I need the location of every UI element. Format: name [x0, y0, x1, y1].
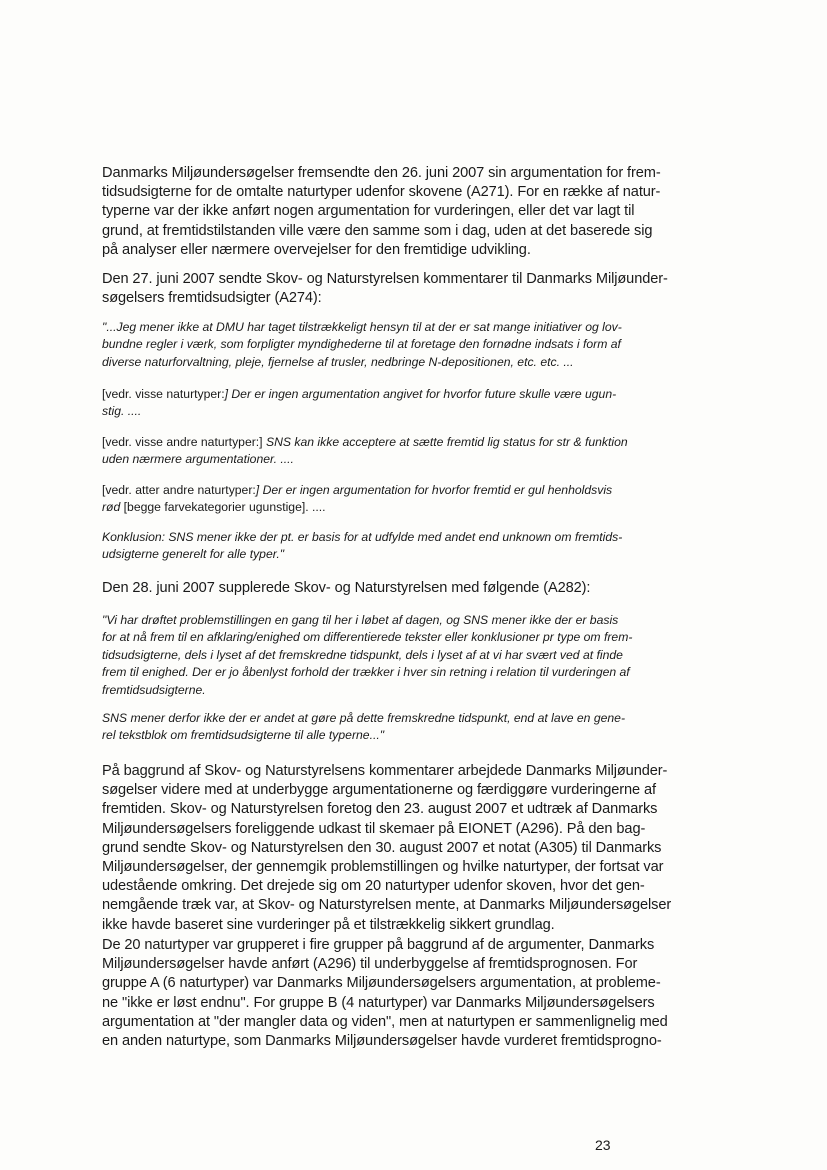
- quote-line: [102, 434, 702, 451]
- quote-line: bundne regler i værk, som forpligter myndighederne til at foretage den fornødne indsats i form af: [102, 337, 621, 352]
- quote-line: for at nå frem til en afklaring/enighed om differentierede tekster eller konklusioner pr type om frem-: [102, 630, 633, 645]
- quote-line: stig. ....: [102, 404, 142, 419]
- quote-1: [102, 319, 702, 371]
- text-line: søgelsers fremtidsudsigter (A274):: [102, 290, 322, 307]
- quote-line: Konklusion: SNS mener ikke der pt. er basis for at udfylde med andet end unknown om fremtids-: [102, 530, 623, 544]
- text-line: fremtiden. Skov- og Naturstyrelsen foretog den 23. august 2007 et udtræk af Danmarks: [102, 801, 658, 818]
- paragraph-5: [102, 936, 702, 1051]
- text-line: på analyser eller nærmere overvejelser for den fremtidige udvikling.: [102, 241, 531, 258]
- quote-2: [102, 386, 702, 421]
- text-line: ne "ikke er løst endnu". For gruppe B (4 naturtyper) var Danmarks Miljøundersøgelsers: [102, 994, 655, 1011]
- text-line: Den 28. juni 2007 supplerede Skov- og Naturstyrelsen med følgende (A282):: [102, 580, 591, 596]
- page-number: 23: [595, 1137, 611, 1153]
- text-line: De 20 naturtyper var grupperet i fire grupper på baggrund af de argumenter, Danmarks: [102, 937, 655, 953]
- quote-5: [102, 529, 702, 564]
- quote-text: rød: [102, 500, 121, 515]
- quote-text: SNS kan ikke acceptere at sætte fremtid lig status for str & funktion: [262, 435, 628, 449]
- quote-line: "Vi har drøftet problemstillingen en gang til her i løbet af dagen, og SNS mener ikke der er basis: [102, 613, 619, 627]
- text-line: typerne var der ikke anført nogen argumentation for vurderingen, eller det var lagt til: [102, 203, 635, 220]
- quote-4: [102, 482, 702, 517]
- quote-line: "...Jeg mener ikke at DMU har taget tilstrækkeligt hensyn til at der er sat mange initiativer og lov-: [102, 320, 622, 334]
- quote-line: [102, 386, 702, 403]
- text-line: argumentation at "der mangler data og viden", men at naturtypen er sammenlignelig med: [102, 1013, 668, 1030]
- quote-3: [102, 434, 702, 469]
- quote-line: uden nærmere argumentationer. ....: [102, 452, 294, 467]
- quote-line: udsigterne generelt for alle typer.": [102, 547, 285, 562]
- text-line: tidsudsigterne for de omtalte naturtyper udenfor skovene (A271). For en række af natur-: [102, 184, 661, 201]
- quote-line: [102, 482, 702, 499]
- text-line: søgelser videre med at underbygge argumentationerne og færdiggøre vurderingerne af: [102, 782, 656, 799]
- paragraph-4: [102, 762, 702, 935]
- quote-7: [102, 710, 702, 745]
- quote-line: fremtidsudsigterne.: [102, 682, 206, 697]
- quote-line: rel tekstblok om fremtidsudsigterne til alle typerne...": [102, 728, 385, 743]
- paragraph-3: [102, 579, 702, 598]
- text-line: Miljøundersøgelser, der gennemgik problemstillingen og hvilke naturtyper, der fortsat var: [102, 859, 664, 876]
- text-line: nemgående træk var, at Skov- og Naturstyrelsen mente, at Danmarks Miljøundersøgelser: [102, 897, 672, 914]
- quote-6: [102, 612, 702, 699]
- quote-line: tidsudsigterne, dels i lyset af det fremskredne tidspunkt, dels i lyset af at vi har svært ved at finde: [102, 647, 623, 662]
- text-line: Den 27. juni 2007 sendte Skov- og Naturstyrelsen kommentarer til Danmarks Miljøunder-: [102, 271, 668, 287]
- text-line: Miljøundersøgelsers foreliggende udkast til skemaer på EIONET (A296). På den bag-: [102, 820, 646, 837]
- quote-text: ] Der er ingen argumentation for hvorfor fremtid er gul henholdsvis: [255, 483, 613, 497]
- editorial-note: [begge farvekategorier ugunstige]. ....: [120, 500, 326, 515]
- paragraph-2: [102, 270, 702, 308]
- text-line: På baggrund af Skov- og Naturstyrelsens kommentarer arbejdede Danmarks Miljøunder-: [102, 763, 668, 779]
- quote-line: frem til enighed. Der er jo åbenlyst forhold der trækker i hver sin retning i relation til vurderingen af: [102, 665, 630, 680]
- quote-line: [102, 499, 702, 516]
- editorial-note: [vedr. atter andre naturtyper:: [102, 483, 256, 497]
- text-line: en anden naturtype, som Danmarks Miljøundersøgelser havde vurderet fremtidsprogno-: [102, 1033, 662, 1050]
- text-line: grund, at fremtidstilstanden ville være den samme som i dag, uden at det baserede sig: [102, 222, 653, 239]
- quote-line: SNS mener derfor ikke der er andet at gøre på dette fremskredne tidspunkt, end at lave en gene-: [102, 711, 625, 725]
- paragraph-1: [102, 164, 702, 260]
- text-line: Danmarks Miljøundersøgelser fremsendte den 26. juni 2007 sin argumentation for frem-: [102, 165, 661, 181]
- text-line: ikke havde baseret sine vurderinger på et tilstrækkelig sikkert grundlag.: [102, 916, 555, 933]
- text-line: gruppe A (6 naturtyper) var Danmarks Miljøundersøgelsers argumentation, at probleme-: [102, 975, 661, 992]
- editorial-note: [vedr. visse naturtyper:: [102, 387, 225, 401]
- text-line: udestående omkring. Det drejede sig om 20 naturtyper udenfor skoven, hvor det gen-: [102, 878, 645, 895]
- quote-line: diverse naturforvaltning, pleje, fjernelse af trusler, nedbringe N-depositionen, etc. etc. ...: [102, 354, 574, 369]
- editorial-note: [vedr. visse andre naturtyper:]: [102, 435, 263, 449]
- quote-text: ] Der er ingen argumentation angivet for hvorfor future skulle være ugun-: [224, 387, 617, 401]
- text-line: Miljøundersøgelser havde anført (A296) til underbyggelse af fremtidsprognosen. For: [102, 956, 638, 973]
- text-line: grund sendte Skov- og Naturstyrelsen den 30. august 2007 et notat (A305) til Danmarks: [102, 839, 662, 856]
